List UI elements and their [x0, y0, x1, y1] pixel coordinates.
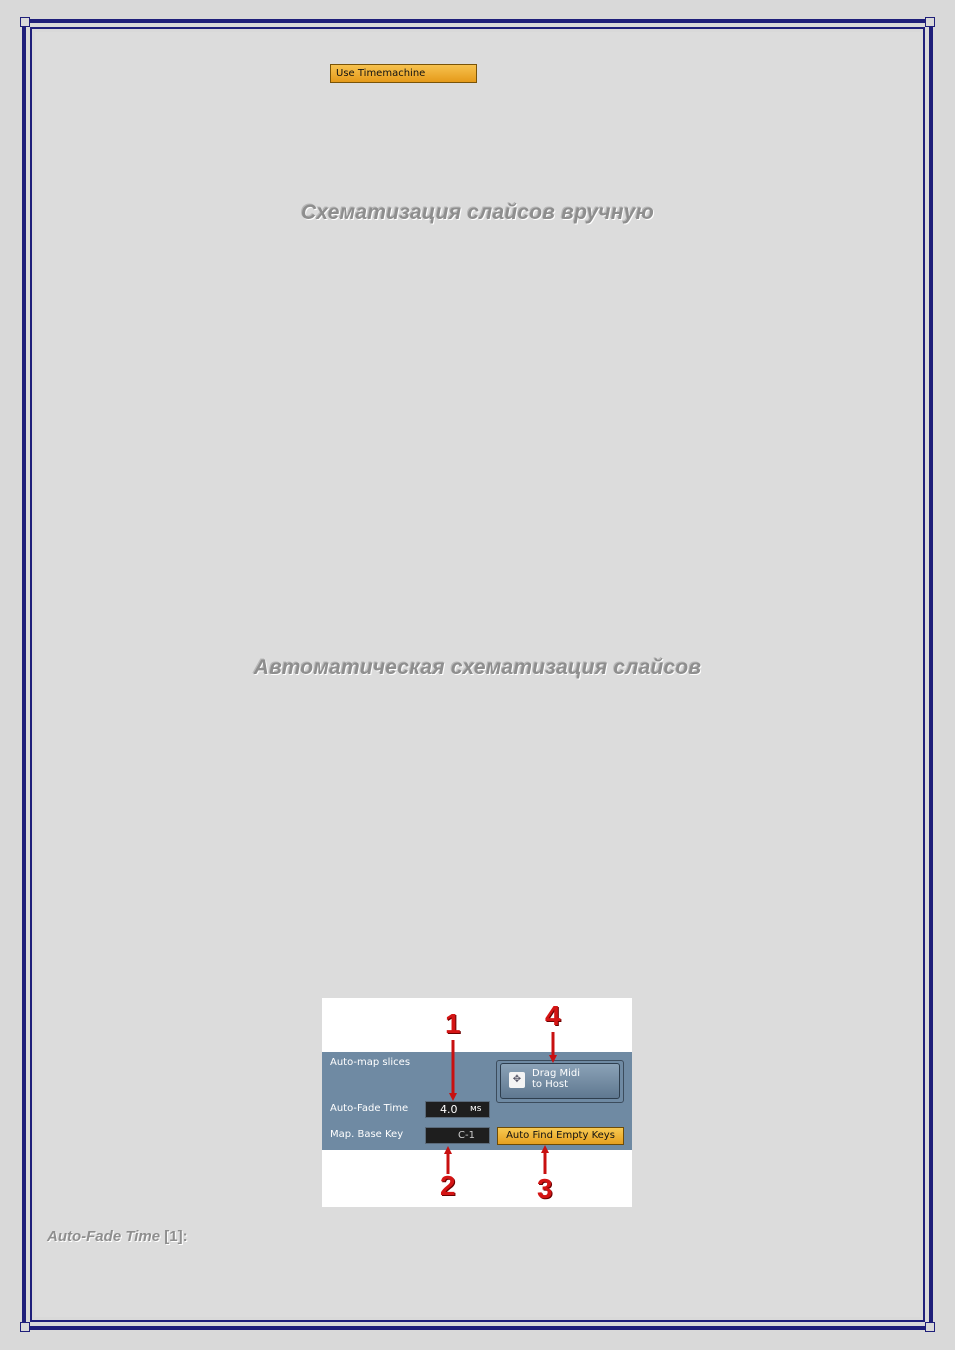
auto-fade-time-unit: мs — [470, 1104, 482, 1114]
border-corner-ornament — [925, 17, 935, 27]
panel-title: Auto-map slices — [330, 1057, 411, 1068]
border-corner-ornament — [925, 1322, 935, 1332]
auto-fade-time-label: Auto-Fade Time — [330, 1103, 409, 1114]
callout-number-3: 3 — [537, 1173, 553, 1204]
drag-midi-label-line1: Drag Midi — [532, 1068, 580, 1079]
callout-number-2: 2 — [440, 1170, 456, 1201]
auto-fade-time-value: 4.0 — [440, 1103, 458, 1116]
border-corner-ornament — [20, 17, 30, 27]
drag-midi-label-line2: to Host — [532, 1079, 568, 1090]
callout-arrows — [322, 998, 632, 1207]
use-timemachine-button[interactable]: Use Timemachine — [330, 64, 477, 83]
map-base-key-label: Map. Base Key — [330, 1129, 404, 1140]
caption-reference: [1]: — [160, 1228, 188, 1245]
caption-term: Auto-Fade Time — [47, 1228, 161, 1245]
heading-manual-slice-mapping: Схематизация слайсов вручную — [301, 201, 654, 224]
heading-auto-slice-mapping: Автоматическая схематизация слайсов — [253, 656, 702, 679]
auto-map-screenshot-figure — [322, 998, 632, 1207]
auto-fade-time-caption — [47, 1228, 188, 1245]
border-corner-ornament — [20, 1322, 30, 1332]
map-base-key-value: C-1 — [458, 1130, 475, 1141]
callout-number-4: 4 — [545, 1000, 561, 1031]
auto-find-empty-keys-button[interactable]: Auto Find Empty Keys — [497, 1127, 624, 1145]
callout-number-1: 1 — [445, 1008, 461, 1039]
drag-handle-icon: ✥ — [509, 1072, 525, 1088]
